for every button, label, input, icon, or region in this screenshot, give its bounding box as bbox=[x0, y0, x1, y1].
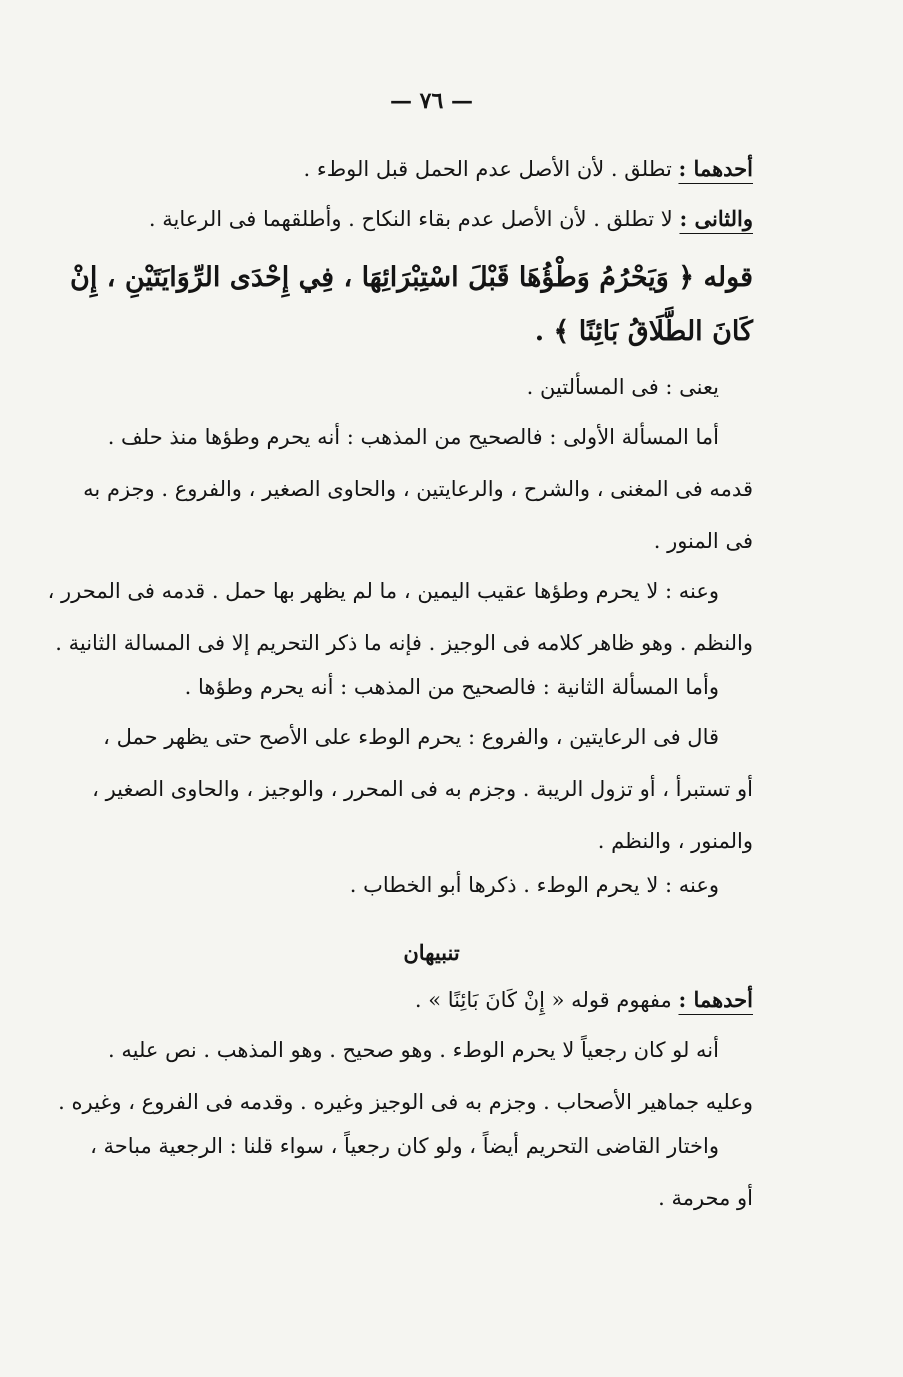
quoted-text-line: قوله ﴿ وَيَحْرُمُ وَطْؤُهَا قَبْلَ اسْتِبْرَائِهَا ، فِي إِحْدَى الرِّوَايَتَيْنِ ، إِنْ bbox=[69, 262, 753, 293]
paragraph-second-opinion bbox=[110, 204, 753, 234]
text-line: فى المنور . bbox=[653, 529, 753, 553]
paragraph-ruling bbox=[58, 1035, 753, 1117]
paragraph-second-issue: وأما المسألة الثانية : فالصحيح من المذهب : أنه يحرم وطؤها . bbox=[184, 675, 719, 699]
text-line: واختار القاضى التحريم أيضاً ، ولو كان رجعياً ، سواء قلنا : الرجعية مباحة ، bbox=[90, 1134, 719, 1158]
first-note-text: مفهوم قوله « إِنْ كَانَ بَائِنًا » . bbox=[414, 988, 679, 1012]
paragraph-meaning: يعنى : فى المسألتين . bbox=[526, 375, 719, 399]
paragraph-first-opinion bbox=[110, 154, 753, 184]
text-line: والنظم . وهو ظاهر كلامه فى الوجيز . فإنه ما ذكر التحريم إلا فى المسالة الثانية . bbox=[55, 631, 753, 655]
quoted-text-line: كَانَ الطَّلَاقُ بَائِنًا ﴾ . bbox=[534, 316, 753, 347]
text-line: أما المسألة الأولى : فالصحيح من المذهب : أنه يحرم وطؤها منذ حلف . bbox=[107, 425, 719, 449]
second-opinion-label: والثانى : bbox=[679, 206, 753, 231]
first-note-label: أحدهما : bbox=[678, 987, 753, 1012]
paragraph-first-issue bbox=[83, 422, 753, 556]
text-line: وعنه : لا يحرم وطؤها عقيب اليمين ، ما لم يظهر بها حمل . قدمه فى المحرر ، bbox=[47, 579, 719, 603]
paragraph-alt-narration: وعنه : لا يحرم الوطء . ذكرها أبو الخطاب . bbox=[349, 873, 719, 897]
text-line: أو محرمة . bbox=[658, 1186, 753, 1210]
first-opinion-text: تطلق . لأن الأصل عدم الحمل قبل الوطء . bbox=[303, 157, 679, 181]
paragraph-quote-rulings bbox=[92, 722, 753, 856]
paragraph-judge-choice bbox=[90, 1131, 753, 1213]
text-line: قدمه فى المغنى ، والشرح ، والرعايتين ، والحاوى الصغير ، والفروع . وجزم به bbox=[83, 477, 753, 501]
page-number: — ٧٦ — bbox=[390, 88, 473, 114]
text-line: أنه لو كان رجعياً لا يحرم الوطء . وهو صحيح . وهو المذهب . نص عليه . bbox=[108, 1038, 719, 1062]
text-line: والمنور ، والنظم . bbox=[597, 829, 753, 853]
section-heading: تنبيهان bbox=[403, 940, 460, 965]
text-line: وعليه جماهير الأصحاب . وجزم به فى الوجيز وغيره . وقدمه فى الفروع ، وغيره . bbox=[58, 1090, 753, 1114]
quoted-text-block bbox=[69, 258, 753, 352]
paragraph-narration bbox=[47, 576, 753, 658]
text-line: أو تستبرأ ، أو تزول الريبة . وجزم به فى المحرر ، والوجيز ، والحاوى الصغير ، bbox=[92, 777, 753, 801]
second-opinion-text: لا تطلق . لأن الأصل عدم بقاء النكاح . وأطلقهما فى الرعاية . bbox=[148, 207, 680, 231]
text-line: قال فى الرعايتين ، والفروع : يحرم الوطء على الأصح حتى يظهر حمل ، bbox=[103, 725, 719, 749]
paragraph-first-note bbox=[110, 985, 753, 1015]
first-opinion-label: أحدهما : bbox=[678, 156, 753, 181]
